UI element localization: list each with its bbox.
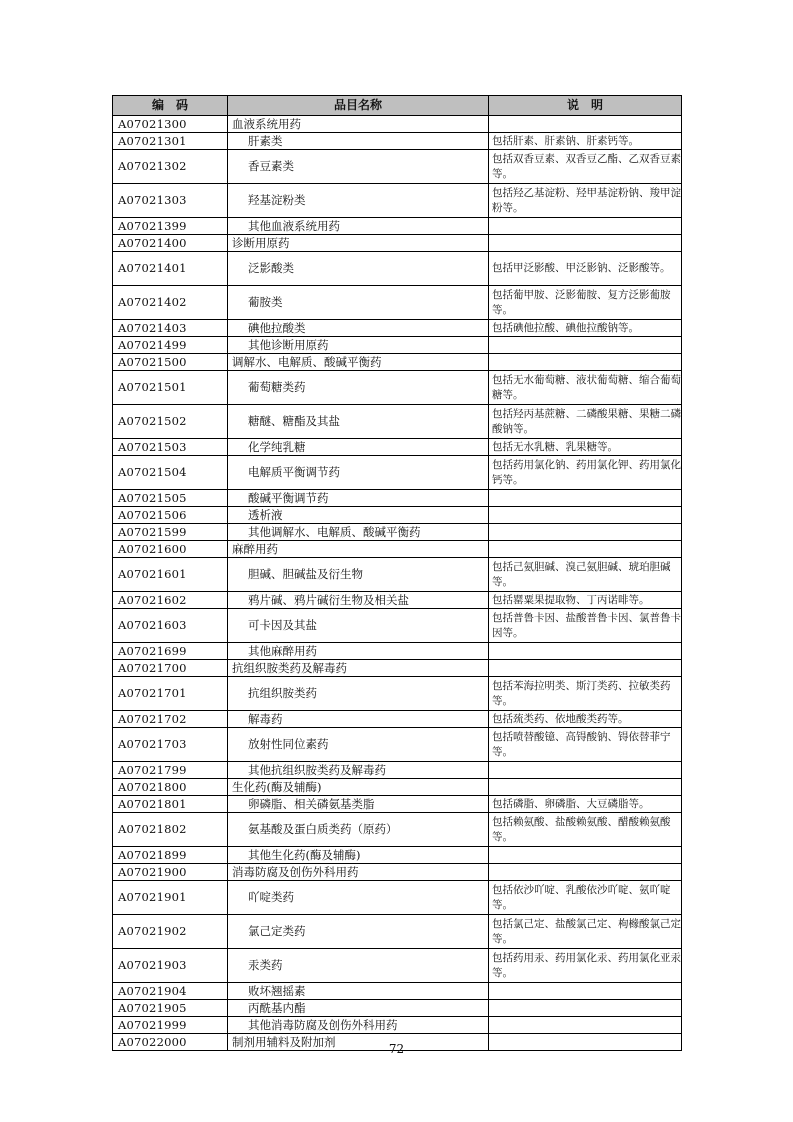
row-name: 卵磷脂、相关磷氨基类脂 <box>228 796 489 813</box>
row-note <box>489 660 682 677</box>
row-name: 制剂用辅料及附加剂 <box>228 1034 489 1051</box>
row-name: 羟基淀粉类 <box>228 184 489 218</box>
row-name: 糖醚、糖酯及其盐 <box>228 405 489 439</box>
table-row <box>113 779 682 796</box>
row-code: A07021602 <box>113 592 228 609</box>
row-note <box>489 235 682 252</box>
row-note: 包括喷替酸镱、高锝酸钠、锝依替菲宁等。 <box>489 728 682 762</box>
table-row <box>113 133 682 150</box>
row-name: 抗组织胺类药及解毒药 <box>228 660 489 677</box>
row-code: A07021504 <box>113 456 228 490</box>
row-name: 其他生化药(酶及辅酶) <box>228 847 489 864</box>
table-row <box>113 864 682 881</box>
row-note: 包括罂粟果提取物、丁丙诺啡等。 <box>489 592 682 609</box>
row-note <box>489 354 682 371</box>
header-code: 编 码 <box>113 96 228 116</box>
table-row <box>113 405 682 439</box>
row-name: 氯己定类药 <box>228 915 489 949</box>
table-row <box>113 320 682 337</box>
row-code: A07021800 <box>113 779 228 796</box>
row-note: 包括羟丙基蔗糖、二磷酸果糖、果糖二磷酸钠等。 <box>489 405 682 439</box>
row-code: A07021903 <box>113 949 228 983</box>
table-row <box>113 218 682 235</box>
row-note: 包括无水乳糖、乳果糖等。 <box>489 439 682 456</box>
row-note: 包括普鲁卡因、盐酸普鲁卡因、氯普鲁卡因等。 <box>489 609 682 643</box>
table-row <box>113 915 682 949</box>
table-row <box>113 796 682 813</box>
row-name: 生化药(酶及辅酶) <box>228 779 489 796</box>
row-note <box>489 218 682 235</box>
row-name: 葡萄糖类药 <box>228 371 489 405</box>
row-note: 包括双香豆素、双香豆乙酯、乙双香豆素等。 <box>489 150 682 184</box>
row-code: A07021802 <box>113 813 228 847</box>
row-code: A07021702 <box>113 711 228 728</box>
row-name: 其他血液系统用药 <box>228 218 489 235</box>
row-name: 鸦片碱、鸦片碱衍生物及相关盐 <box>228 592 489 609</box>
row-name: 透析液 <box>228 507 489 524</box>
row-code: A07022000 <box>113 1034 228 1051</box>
row-note: 包括苯海拉明类、斯汀类药、拉敏类药等。 <box>489 677 682 711</box>
row-note <box>489 864 682 881</box>
table-row <box>113 235 682 252</box>
row-name: 丙酰基内酯 <box>228 1000 489 1017</box>
table-row <box>113 592 682 609</box>
row-name: 其他麻醉用药 <box>228 643 489 660</box>
page-number: 72 <box>388 1042 405 1056</box>
row-note: 包括赖氨酸、盐酸赖氨酸、醋酸赖氨酸等。 <box>489 813 682 847</box>
table-row <box>113 983 682 1000</box>
table-row <box>113 677 682 711</box>
row-code: A07021505 <box>113 490 228 507</box>
row-code: A07021799 <box>113 762 228 779</box>
row-name: 胆碱、胆碱盐及衍生物 <box>228 558 489 592</box>
table-row <box>113 507 682 524</box>
row-name: 诊断用原药 <box>228 235 489 252</box>
row-name: 肝素类 <box>228 133 489 150</box>
table-row <box>113 1017 682 1034</box>
catalog-sheet <box>112 95 681 1051</box>
row-note: 包括碘他拉酸、碘他拉酸钠等。 <box>489 320 682 337</box>
row-name: 其他抗组织胺类药及解毒药 <box>228 762 489 779</box>
table-row <box>113 762 682 779</box>
table-row <box>113 337 682 354</box>
row-note: 包括羟乙基淀粉、羟甲基淀粉钠、羧甲淀粉等。 <box>489 184 682 218</box>
row-code: A07021506 <box>113 507 228 524</box>
row-name: 葡胺类 <box>228 286 489 320</box>
table-row <box>113 711 682 728</box>
row-code: A07021900 <box>113 864 228 881</box>
table-row <box>113 456 682 490</box>
header-name: 品目名称 <box>228 96 489 116</box>
row-name: 麻醉用药 <box>228 541 489 558</box>
catalog-table <box>112 95 682 1051</box>
row-code: A07021501 <box>113 371 228 405</box>
row-name: 调解水、电解质、酸碱平衡药 <box>228 354 489 371</box>
row-note <box>489 1017 682 1034</box>
row-name: 可卡因及其盐 <box>228 609 489 643</box>
table-row <box>113 813 682 847</box>
row-code: A07021904 <box>113 983 228 1000</box>
row-note: 包括磷脂、卵磷脂、大豆磷脂等。 <box>489 796 682 813</box>
table-row <box>113 609 682 643</box>
row-note <box>489 541 682 558</box>
table-row <box>113 881 682 915</box>
row-note <box>489 524 682 541</box>
row-note: 包括肝素、肝素钠、肝素钙等。 <box>489 133 682 150</box>
row-code: A07021402 <box>113 286 228 320</box>
row-code: A07021499 <box>113 337 228 354</box>
row-name: 酸碱平衡调节药 <box>228 490 489 507</box>
row-code: A07021500 <box>113 354 228 371</box>
row-code: A07021701 <box>113 677 228 711</box>
row-note <box>489 507 682 524</box>
row-name: 泛影酸类 <box>228 252 489 286</box>
table-row <box>113 116 682 133</box>
row-code: A07021502 <box>113 405 228 439</box>
header-row <box>113 96 682 116</box>
row-code: A07021603 <box>113 609 228 643</box>
row-code: A07021300 <box>113 116 228 133</box>
row-note <box>489 847 682 864</box>
table-row <box>113 847 682 864</box>
row-note: 包括药用汞、药用氯化汞、药用氯化亚汞等。 <box>489 949 682 983</box>
table-row <box>113 660 682 677</box>
row-name: 氨基酸及蛋白质类药（原药） <box>228 813 489 847</box>
row-name: 电解质平衡调节药 <box>228 456 489 490</box>
table-row <box>113 728 682 762</box>
row-name: 其他消毒防腐及创伤外科用药 <box>228 1017 489 1034</box>
row-code: A07021401 <box>113 252 228 286</box>
row-name: 败坏翘摇素 <box>228 983 489 1000</box>
row-note: 包括己氨胆碱、溴己氨胆碱、琥珀胆碱等。 <box>489 558 682 592</box>
table-row <box>113 558 682 592</box>
table-row <box>113 949 682 983</box>
row-name: 抗组织胺类药 <box>228 677 489 711</box>
table-row <box>113 524 682 541</box>
row-code: A07021599 <box>113 524 228 541</box>
table-row <box>113 354 682 371</box>
row-note <box>489 779 682 796</box>
row-note <box>489 1000 682 1017</box>
row-code: A07021399 <box>113 218 228 235</box>
row-code: A07021302 <box>113 150 228 184</box>
row-code: A07021400 <box>113 235 228 252</box>
row-code: A07021503 <box>113 439 228 456</box>
row-note: 包括依沙吖啶、乳酸依沙吖啶、氨吖啶等。 <box>489 881 682 915</box>
table-row <box>113 541 682 558</box>
row-code: A07021703 <box>113 728 228 762</box>
row-name: 香豆素类 <box>228 150 489 184</box>
row-note: 包括巯类药、依地酸类药等。 <box>489 711 682 728</box>
row-code: A07021403 <box>113 320 228 337</box>
row-name: 血液系统用药 <box>228 116 489 133</box>
row-code: A07021303 <box>113 184 228 218</box>
row-name: 碘他拉酸类 <box>228 320 489 337</box>
row-code: A07021999 <box>113 1017 228 1034</box>
row-name: 消毒防腐及创伤外科用药 <box>228 864 489 881</box>
row-name: 吖啶类药 <box>228 881 489 915</box>
row-code: A07021902 <box>113 915 228 949</box>
row-code: A07021601 <box>113 558 228 592</box>
row-name: 汞类药 <box>228 949 489 983</box>
row-name: 其他调解水、电解质、酸碱平衡药 <box>228 524 489 541</box>
row-code: A07021301 <box>113 133 228 150</box>
row-note <box>489 762 682 779</box>
row-note <box>489 337 682 354</box>
table-row <box>113 252 682 286</box>
row-note <box>489 643 682 660</box>
header-note: 说 明 <box>489 96 682 116</box>
row-note: 包括甲泛影酸、甲泛影钠、泛影酸等。 <box>489 252 682 286</box>
table-body <box>113 116 682 1051</box>
table-row <box>113 150 682 184</box>
row-note <box>489 983 682 1000</box>
row-name: 解毒药 <box>228 711 489 728</box>
table-row <box>113 184 682 218</box>
table-row <box>113 490 682 507</box>
row-note: 包括无水葡萄糖、液状葡萄糖、缩合葡萄糖等。 <box>489 371 682 405</box>
row-name: 其他诊断用原药 <box>228 337 489 354</box>
table-row <box>113 286 682 320</box>
row-note <box>489 490 682 507</box>
row-note <box>489 116 682 133</box>
row-name: 放射性同位素药 <box>228 728 489 762</box>
table-row <box>113 439 682 456</box>
table-row <box>113 643 682 660</box>
row-code: A07021700 <box>113 660 228 677</box>
row-code: A07021901 <box>113 881 228 915</box>
row-code: A07021600 <box>113 541 228 558</box>
row-code: A07021801 <box>113 796 228 813</box>
table-row <box>113 1000 682 1017</box>
row-note: 包括葡甲胺、泛影葡胺、复方泛影葡胺等。 <box>489 286 682 320</box>
row-code: A07021905 <box>113 1000 228 1017</box>
row-name: 化学纯乳糖 <box>228 439 489 456</box>
row-note: 包括药用氯化钠、药用氯化钾、药用氯化钙等。 <box>489 456 682 490</box>
table-row <box>113 371 682 405</box>
row-note: 包括氯己定、盐酸氯己定、枸橼酸氯己定等。 <box>489 915 682 949</box>
row-code: A07021699 <box>113 643 228 660</box>
row-code: A07021899 <box>113 847 228 864</box>
